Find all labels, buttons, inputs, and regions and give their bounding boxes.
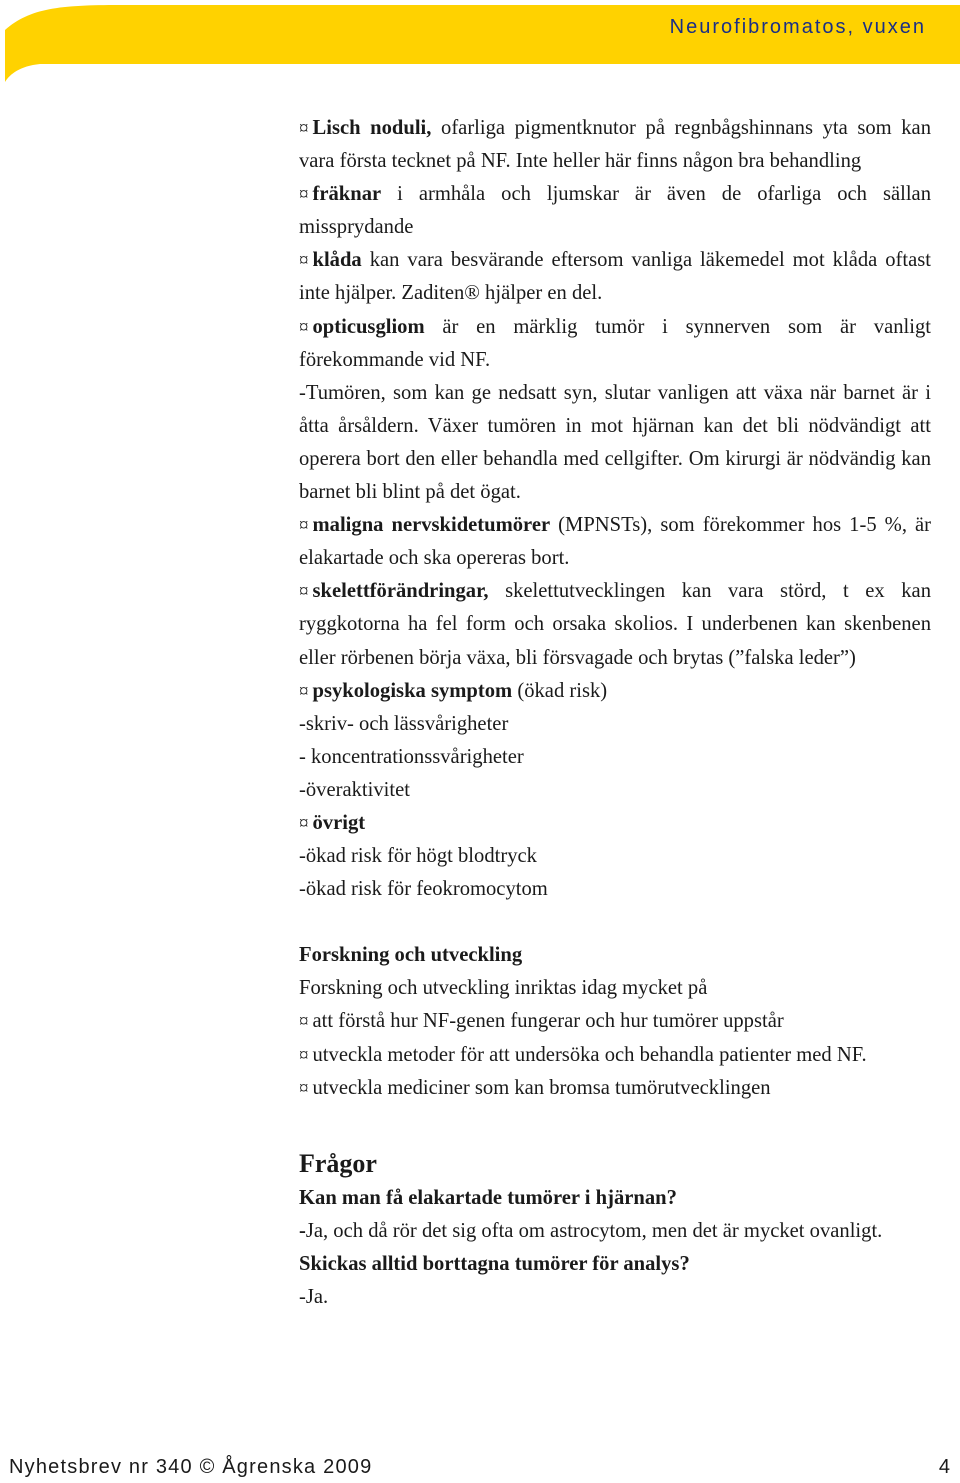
page-number: 4: [938, 1456, 950, 1478]
bullet-icon: ¤: [299, 812, 309, 834]
list-item: ¤ psykologiska symptom (ökad risk): [299, 679, 608, 702]
header-title: Neurofibromatos, vuxen: [669, 16, 926, 38]
research-point: ¤ att förstå hur NF-genen fungerar och hur tumörer uppstår: [299, 1010, 784, 1033]
bullet-icon: ¤: [299, 581, 309, 603]
bullet-icon: ¤: [299, 1011, 309, 1033]
list-item: ¤ klåda kan vara besvärande eftersom vanliga läkemedel mot klåda oftast inte hjälper. Zaditen® hjälper en del.: [299, 249, 931, 305]
research-intro: Forskning och utveckling inriktas idag mycket på: [299, 977, 708, 1000]
main-content: [299, 112, 931, 1314]
bullet-icon: ¤: [299, 680, 309, 702]
bullet-icon: ¤: [299, 515, 309, 537]
research-heading: Forskning och utveckling: [299, 944, 523, 967]
list-item: ¤ Lisch noduli, ofarliga pigmentknutor på regnbågshinnans yta som kan vara första tecknet på NF. Inte heller här finns någon bra behandling: [299, 117, 931, 173]
ovrigt-line: -ökad risk för feokromocytom: [299, 878, 548, 901]
list-item: ¤ övrigt: [299, 811, 366, 834]
bullet-icon: ¤: [299, 118, 309, 139]
list-item: ¤ opticusgliom är en märklig tumör i synnerven som är vanligt förekommande vid NF.: [299, 315, 931, 371]
research-point: ¤ utveckla metoder för att undersöka och behandla patienter med NF.: [299, 1043, 867, 1066]
bullet-icon: ¤: [299, 1044, 309, 1066]
faq-answer: -Ja, och då rör det sig ofta om astrocytom, men det är mycket ovanligt.: [299, 1219, 883, 1242]
psych-line: -skriv- och lässvårigheter: [299, 712, 509, 735]
faq-question: Kan man få elakartade tumörer i hjärnan?: [299, 1186, 677, 1209]
ovrigt-line: -ökad risk för högt blodtryck: [299, 845, 537, 868]
bullet-icon: ¤: [299, 184, 309, 206]
header-band: [0, 0, 960, 86]
bullet-icon: ¤: [299, 316, 309, 338]
bullet-icon: ¤: [299, 250, 309, 272]
list-item: ¤ skelettförändringar, skelettutvecklingen kan vara störd, t ex kan ryggkotorna ha fel form och orsaka skolios. I underbenen kan skenbenen eller rörbenen börja växa, bli försvagade och brytas (”falska leder”): [299, 580, 931, 669]
research-point: ¤ utveckla mediciner som kan bromsa tumörutvecklingen: [299, 1076, 771, 1099]
opticus-detail: -Tumören, som kan ge nedsatt syn, slutar vanligen att växa när barnet är i åtta årsåldern. Växer tumören in mot hjärnan kan det bli nödvändigt att operera bort den eller behandla med cellgifter. Om kirurgi är nödvändig kan barnet bli blint på det ögat.: [299, 381, 931, 504]
faq-question: Skickas alltid borttagna tumörer för analys?: [299, 1252, 690, 1275]
psych-line: -överaktivitet: [299, 778, 410, 801]
faq-answer: -Ja.: [299, 1286, 329, 1308]
section-gap: [299, 906, 931, 939]
psych-line: - koncentrationssvårigheter: [299, 745, 524, 768]
section-gap: [299, 1105, 931, 1146]
footer-text: Nyhetsbrev nr 340 © Ågrenska 2009: [9, 1456, 373, 1478]
list-item: ¤ maligna nervskidetumörer (MPNSTs), som förekommer hos 1-5 %, är elakartade och ska opereras bort.: [299, 514, 932, 570]
list-item: ¤ fräknar i armhåla och ljumskar är även de ofarliga och sällan missprydande: [299, 183, 931, 239]
bullet-icon: ¤: [299, 1077, 309, 1099]
faq-heading: Frågor: [299, 1148, 377, 1178]
